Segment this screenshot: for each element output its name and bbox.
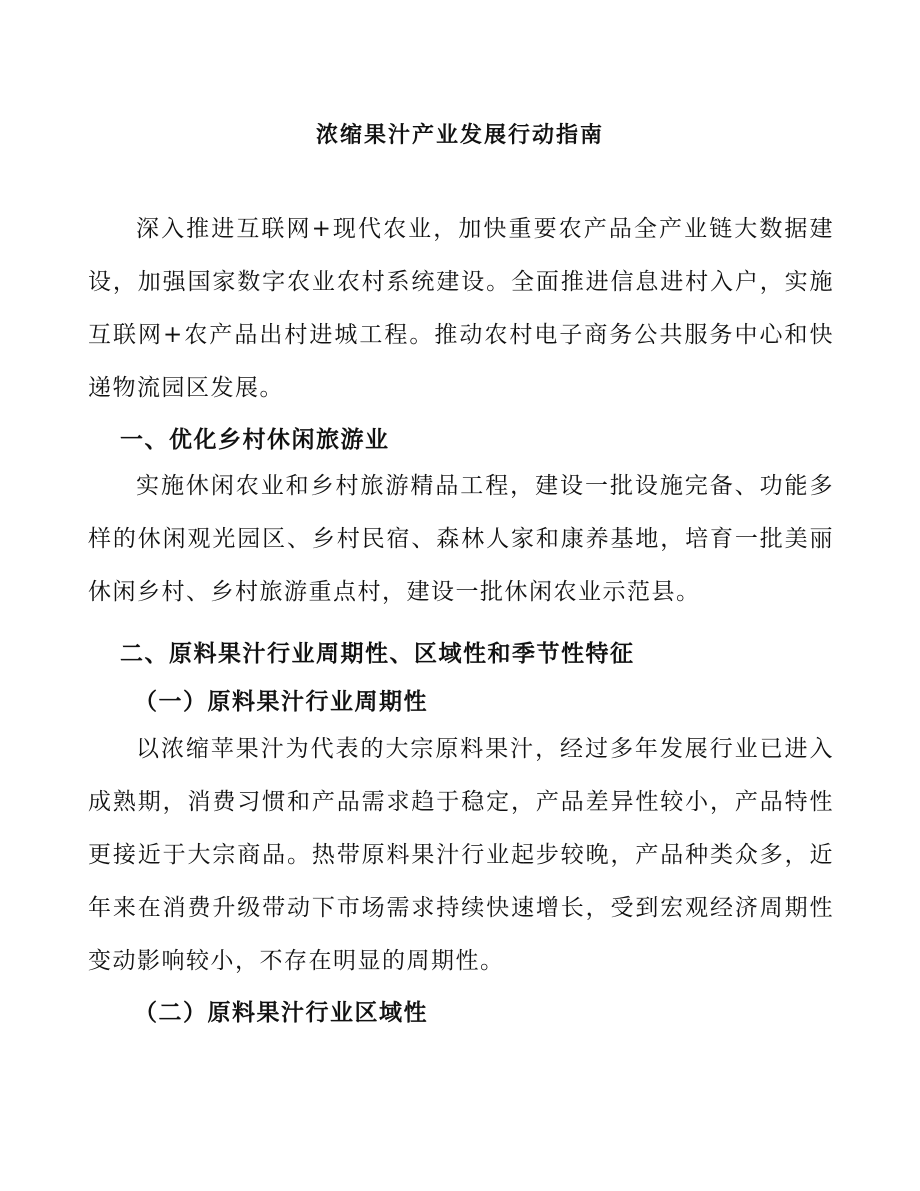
section-2-2-heading: （二）原料果汁行业区域性: [134, 999, 428, 1026]
intro-paragraph: 深入推进互联网+现代农业，加快重要农产品全产业链大数据建设，加强国家数字农业农村系统建设。全面推进信息进村入户，实施互联网+农产品出村进城工程。推动农村电子商务公共服务中心和快递物流园区发展。: [88, 216, 834, 401]
section-1-heading: 一、优化乡村休闲旅游业: [120, 426, 390, 453]
document-title: 浓缩果汁产业发展行动指南: [315, 122, 604, 148]
section-2-heading: 二、原料果汁行业周期性、区域性和季节性特征: [120, 640, 635, 667]
section-2-1-paragraph: 以浓缩苹果汁为代表的大宗原料果汁，经过多年发展行业已进入成熟期，消费习惯和产品需求趋于稳定，产品差异性较小，产品特性更接近于大宗商品。热带原料果汁行业起步较晚，产品种类众多，近年来在消费升级带动下市场需求持续快速增长，受到宏观经济周期性变动影响较小，不存在明显的周期性。: [88, 736, 834, 974]
section-2-1-heading: （一）原料果汁行业周期性: [134, 688, 428, 715]
section-1-paragraph: 实施休闲农业和乡村旅游精品工程，建设一批设施完备、功能多样的休闲观光园区、乡村民宿、森林人家和康养基地，培育一批美丽休闲乡村、乡村旅游重点村，建设一批休闲农业示范县。: [88, 473, 834, 605]
